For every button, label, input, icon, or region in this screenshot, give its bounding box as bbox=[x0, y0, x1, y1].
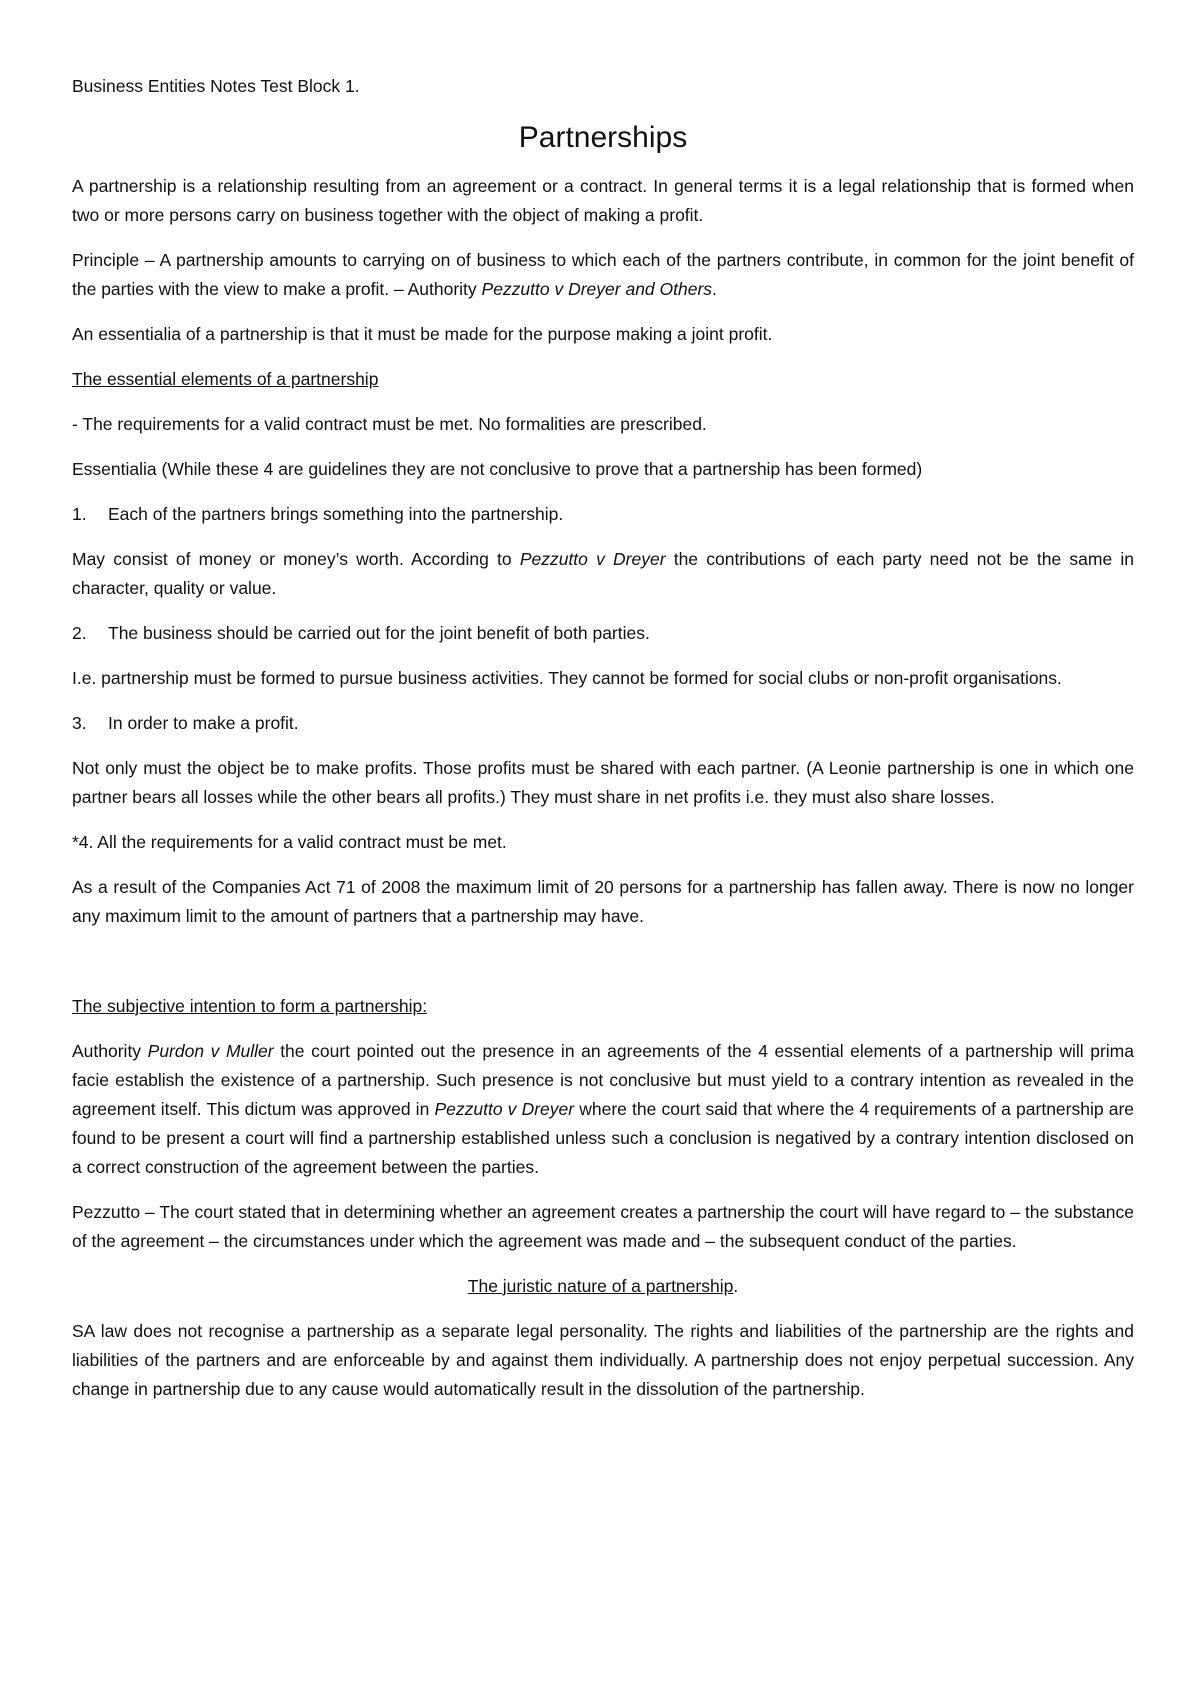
pezzutto-paragraph: Pezzutto – The court stated that in determining whether an agreement creates a partnership the court will have regard to – the substance of the agreement – the circumstances under which the agreement was made and – the subsequent conduct of the parties. bbox=[72, 1202, 1134, 1251]
juristic-heading-end: . bbox=[733, 1276, 739, 1296]
item1-detail-paragraph bbox=[72, 545, 1134, 603]
juristic-paragraph: SA law does not recognise a partnership as a separate legal personality. The rights and liabilities of the partnership are the rights and liabilities of the partners and are enforceable by and against them individually. A partnership does not enjoy perpetual succession. Any change in partnership due to any cause would automatically result in the dissolution of the partnership. bbox=[72, 1321, 1134, 1399]
document-header: Business Entities Notes Test Block 1. bbox=[72, 76, 360, 96]
case-citation: Pezzutto v Dreyer bbox=[434, 1099, 575, 1119]
list-number: 3. bbox=[72, 713, 87, 733]
spacer bbox=[72, 947, 1134, 992]
page-title: Partnerships bbox=[518, 121, 688, 154]
list-item-text: In order to make a profit. bbox=[108, 713, 299, 733]
list-number: 2. bbox=[72, 623, 87, 643]
section-heading-juristic-nature bbox=[72, 1272, 1134, 1301]
definition-paragraph: A partnership is a relationship resulting from an agreement or a contract. In general terms it is a legal relationship that is formed when two or more persons carry on business together with the object of making a profit. bbox=[72, 176, 1134, 225]
list-item-text: Each of the partners brings something into the partnership. bbox=[108, 504, 564, 524]
item3-detail-paragraph: Not only must the object be to make profits. Those profits must be shared with each partner. (A Leonie partnership is one in which one partner bears all losses while the other bears all profits.) They must share in net profits i.e. they must also share losses. bbox=[72, 758, 1134, 807]
purdon-paragraph bbox=[72, 1037, 1134, 1182]
item2-detail-paragraph: I.e. partnership must be formed to pursue business activities. They cannot be formed for social clubs or non-profit organisations. bbox=[72, 668, 1062, 688]
section-heading-essential-elements: The essential elements of a partnership bbox=[72, 369, 379, 389]
purdon-pre: Authority bbox=[72, 1041, 148, 1061]
requirements-paragraph: - The requirements for a valid contract must be met. No formalities are prescribed. bbox=[72, 414, 707, 434]
essentialia-profit-paragraph: An essentialia of a partnership is that it must be made for the purpose making a joint profit. bbox=[72, 324, 773, 344]
principle-text: Principle – A partnership amounts to carrying on of business to which each of the partners contribute, in common for the joint benefit of the parties with the view to make a profit. – Authority bbox=[72, 250, 1134, 299]
list-item-text: The business should be carried out for the joint benefit of both parties. bbox=[108, 623, 650, 643]
item1-detail-pre: May consist of money or money’s worth. According to bbox=[72, 549, 520, 569]
list-item-3 bbox=[72, 709, 1134, 738]
purdon-post: where the court said that where the 4 requirements of a partnership are found to be present a court will find a partnership established unless such a conclusion is negatived by a contrary intention disclosed on a correct construction of the agreement between the parties. bbox=[72, 1099, 1135, 1177]
companies-act-paragraph: As a result of the Companies Act 71 of 2008 the maximum limit of 20 persons for a partnership has fallen away. There is now no longer any maximum limit to the amount of partners that a partnership may have. bbox=[72, 877, 1134, 926]
section-heading-subjective-intention: The subjective intention to form a partnership: bbox=[72, 996, 428, 1016]
juristic-heading-text: The juristic nature of a partnership bbox=[467, 1276, 734, 1296]
list-item-2 bbox=[72, 619, 1134, 648]
item1-detail-post: the contributions of each party need not be the same in character, quality or value. bbox=[72, 549, 1135, 598]
principle-end: . bbox=[712, 279, 717, 299]
list-number: 1. bbox=[72, 504, 87, 524]
essentialia-intro-paragraph: Essentialia (While these 4 are guidelines they are not conclusive to prove that a partnership has been formed) bbox=[72, 459, 923, 479]
case-citation: Pezzutto v Dreyer and Others bbox=[481, 279, 713, 299]
principle-paragraph bbox=[72, 246, 1134, 304]
case-citation: Pezzutto v Dreyer bbox=[519, 549, 666, 569]
case-citation: Purdon v Muller bbox=[147, 1041, 274, 1061]
purdon-mid: the court pointed out the presence in an agreements of the 4 essential elements of a partnership will prima facie establish the existence of a partnership. Such presence is not conclusive but must yield to a contrary intention as revealed in the agreement itself. This dictum was approved in bbox=[72, 1041, 1134, 1119]
list-item-1 bbox=[72, 500, 1134, 529]
list-item-4: *4. All the requirements for a valid contract must be met. bbox=[72, 832, 507, 852]
